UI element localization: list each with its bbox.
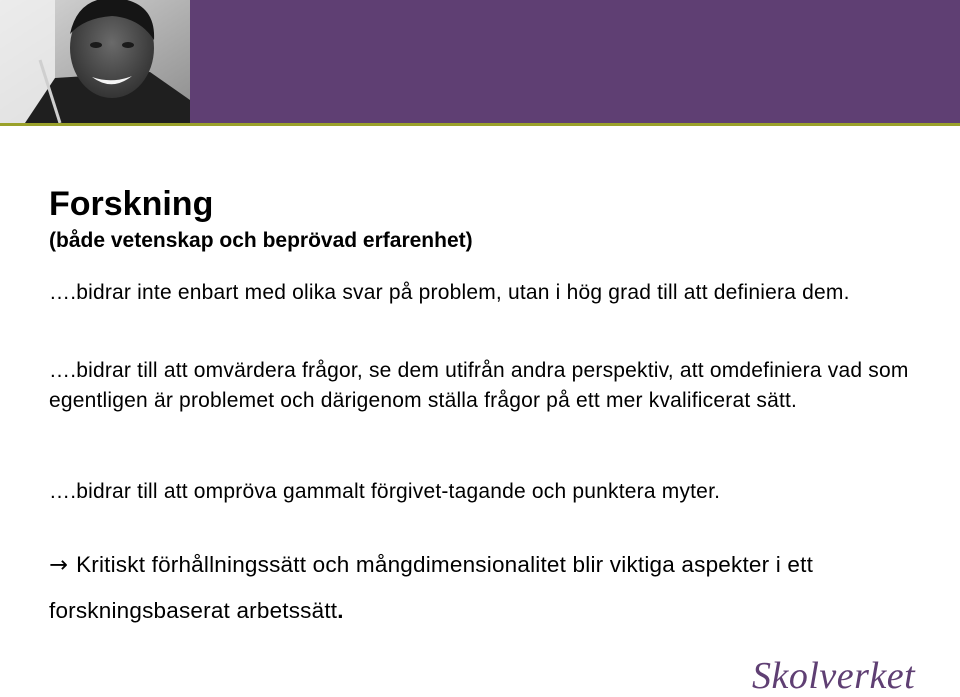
header-rule: [0, 123, 960, 126]
research-point-3: ….bidrar till att ompröva gammalt förgivet-tagande och punktera myter.: [49, 480, 721, 503]
header-photo: [0, 0, 190, 123]
research-point-1: ….bidrar inte enbart med olika svar på problem, utan i hög grad till att definiera dem.: [49, 281, 850, 304]
conclusion-statement: [49, 542, 919, 633]
slide-subtitle: (både vetenskap och beprövad erfarenhet): [49, 229, 473, 252]
slide-title: Forskning: [49, 185, 214, 223]
skolverket-logo: Skolverket: [752, 655, 916, 697]
student-photo-image: [0, 0, 190, 123]
conclusion-text: Kritiskt förhållningssätt och mångdimensionalitet blir viktiga aspekter i ett forskningsbaserat arbetssätt: [49, 552, 814, 623]
conclusion-end-mark: .: [337, 598, 344, 623]
research-point-2: ….bidrar till att omvärdera frågor, se dem utifrån andra perspektiv, att omdefiniera vad som egentligen är problemet och därigenom ställa frågor på ett mer kvalificerat sätt.: [49, 359, 909, 412]
right-arrow-icon: →: [49, 552, 69, 578]
